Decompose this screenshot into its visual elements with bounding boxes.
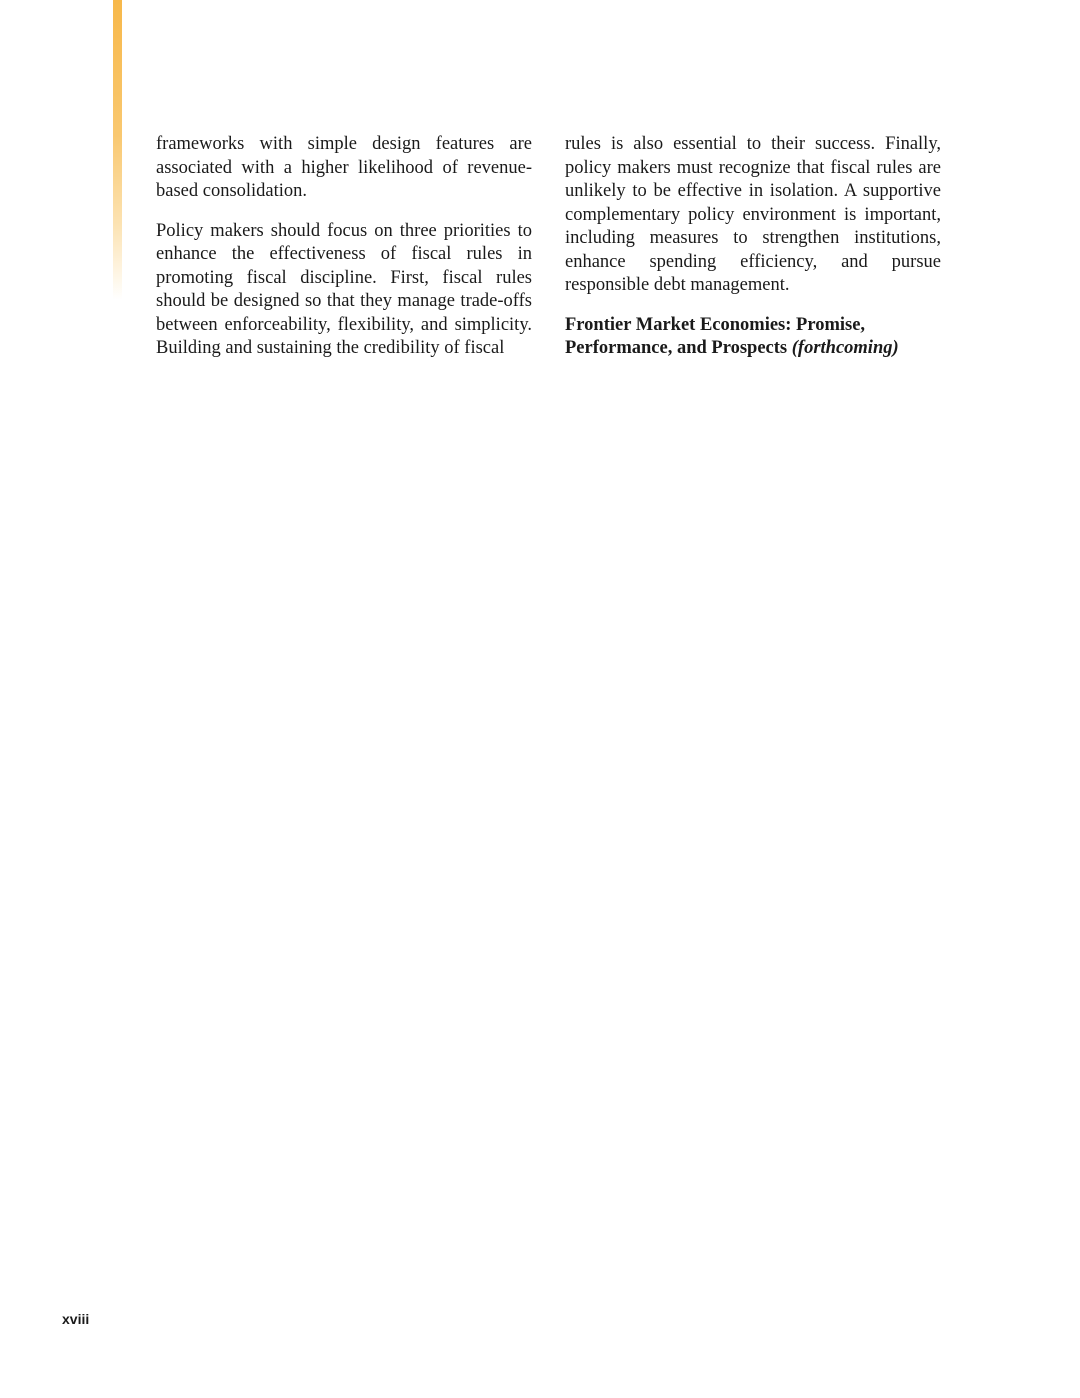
right-paragraph-1: rules is also essential to their success. Finally, policy makers must recognize that fiscal rules are unlikely to be effective in isolation. A supportive complementary policy environment is important, including measures to strengthen institutions, enhance spending efficiency, and pursue responsible debt management. (565, 134, 941, 295)
left-paragraph-2: Policy makers should focus on three priorities to enhance the effectiveness of fiscal rules in promoting fiscal discipline. First, fiscal rules should be designed so that they manage trade-offs between enforceability, flexibility, and simplicity. Building and sustaining the credibility of fiscal (156, 220, 532, 358)
section-heading (565, 314, 941, 361)
page-number: xviii (62, 1311, 90, 1327)
section-heading-note: (forthcoming) (791, 338, 899, 358)
left-column (156, 133, 532, 377)
left-paragraph-1: frameworks with simple design features are associated with a higher likelihood of revenue-based consolidation. (156, 134, 532, 201)
section-heading-title: Frontier Market Economies: Promise, Performance, and Prospects (565, 314, 866, 358)
right-column (565, 133, 941, 377)
accent-bar (113, 0, 122, 300)
